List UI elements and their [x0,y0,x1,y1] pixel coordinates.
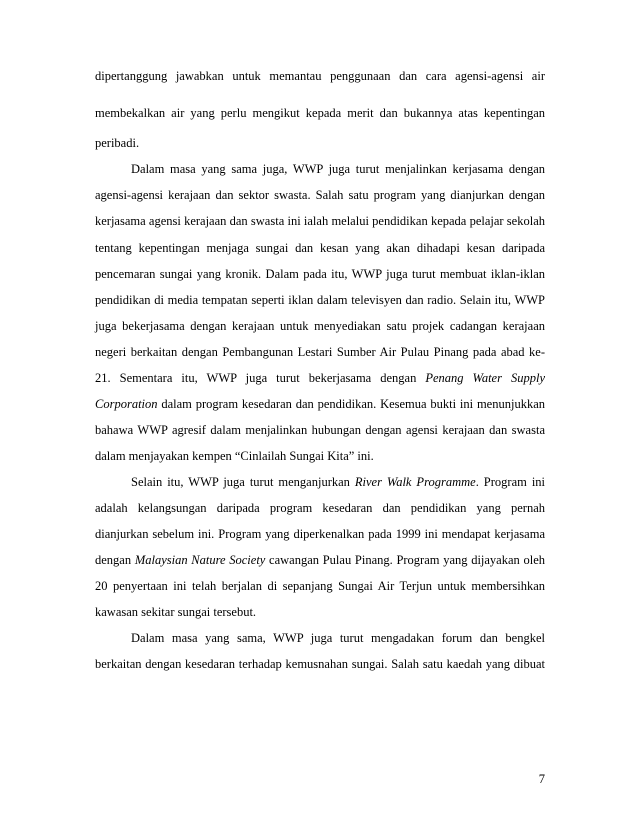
text-line: agensi-agensi kerajaan dan sektor swasta. Salah satu program yang dianjurkan dengan [95,188,545,202]
text-line: berkaitan dengan kesedaran terhadap kemusnahan sungai. Salah satu kaedah yang dibuat [95,657,545,671]
text-line: membekalkan air yang perlu mengikut kepada merit dan bukannya atas kepentingan [95,106,545,120]
text-line: negeri berkaitan dengan Pembangunan Lestari Sumber Air Pulau Pinang pada abad ke- [95,345,545,359]
italic-span: River Walk Programme [354,475,476,489]
text-line: bahawa WWP agresif dalam menjalinkan hubungan dengan agensi kerajaan dan swasta [95,423,545,437]
text-line: Dalam masa yang sama, WWP juga turut mengadakan forum dan bengkel [131,631,545,645]
text-line: dianjurkan sebelum ini. Program yang diperkenalkan pada 1999 ini mendapat kerjasama [95,527,545,541]
text-line: peribadi. [95,136,140,150]
text-line [131,474,545,490]
text-line: juga bekerjasama dengan kerajaan untuk menyediakan satu projek cadangan kerajaan [95,319,545,333]
text-line: pencemaran sungai yang kronik. Dalam pada itu, WWP juga turut membuat iklan-iklan [95,267,545,281]
text-line: adalah kelangsungan daripada program kesedaran dan pendidikan yang pernah [95,501,545,515]
text-line: tentang kepentingan menjaga sungai dan kesan yang akan dihadapi kesan daripada [95,241,545,255]
text-line [95,552,545,568]
text-span: . Program ini [475,475,546,489]
text-span: 21. Sementara itu, WWP juga turut bekerjasama dengan [95,371,426,385]
italic-span: Malaysian Nature Society [134,553,266,567]
text-span: cawangan Pulau Pinang. Program yang dijayakan oleh [265,553,546,567]
text-line: 20 penyertaan ini telah berjalan di sepanjang Sungai Air Terjun untuk membersihkan [95,579,545,593]
italic-span: Corporation [95,397,158,411]
text-line: dipertanggung jawabkan untuk memantau penggunaan dan cara agensi-agensi air [95,69,545,83]
text-line: kawasan sekitar sungai tersebut. [95,605,257,619]
text-line [95,370,545,386]
page-number: 7 [538,772,545,786]
text-span: dalam program kesedaran dan pendidikan. Kesemua bukti ini menunjukkan [157,397,545,411]
text-line: kerjasama agensi kerajaan dan swasta ini ialah melalui pendidikan kepada pelajar sekolah [95,214,545,228]
text-line [95,396,545,412]
italic-span: Penang Water Supply [425,371,545,385]
text-span: Selain itu, WWP juga turut menganjurkan [131,475,355,489]
text-span: dengan [95,553,135,567]
text-line: Dalam masa yang sama juga, WWP juga turut menjalinkan kerjasama dengan [131,162,545,176]
text-line: pendidikan di media tempatan seperti iklan dalam televisyen dan radio. Selain itu, WWP [95,293,545,307]
text-line: dalam menjayakan kempen “Cinlailah Sungai Kita” ini. [95,449,374,463]
